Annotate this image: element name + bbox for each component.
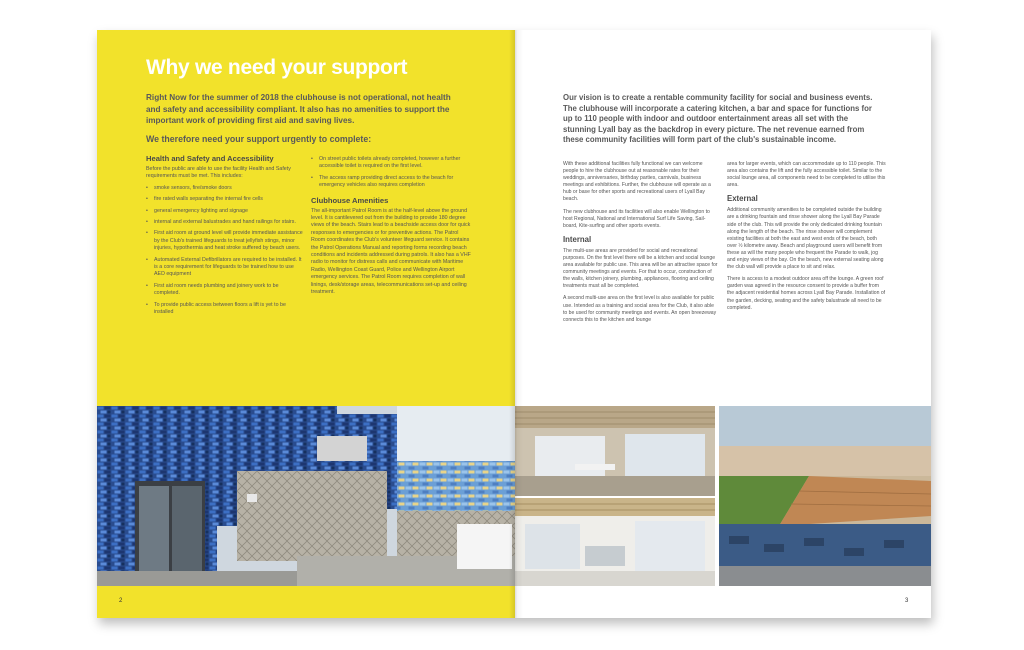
events-paragraph: The new clubhouse and its facilities will also enable Wellington to host Regional, National and International Surf Life Saving, Sail-board, Kite-surfing and other sports events. [563,208,710,229]
external-heading: External [727,194,758,204]
list-item: • fire rated walls separating the internal fire cells [146,196,304,203]
health-intro: Before the public are able to use the facility Health and Safety requirements must be met. This includes: [146,166,291,180]
health-list [146,185,304,317]
list-item: • On street public toilets already completed, however a further accessible toilet is required on the first level. [311,156,471,171]
list-item: • To provide public access between floors a lift is yet to be installed [146,302,304,317]
list-item: • internal and external balustrades and hand railings for stairs. [146,219,304,226]
right-column-a [563,161,719,329]
list-item: • The access ramp providing direct access to the beach for emergency vehicles also requires completion [311,175,471,190]
left-column-a [146,154,304,321]
continued-list [311,156,471,190]
health-heading: Health and Safety and Accessibility [146,154,274,163]
internal-paragraph-1: The multi-use areas are provided for social and recreational purposes. On the first level there will be a kitchen and social lounge area available for public use. This area will be an attractive space for community meetings and events. For that to occur, construction of the walls, kitchen joinery, plumbing, appliances, flooring and ceiling treatments must all be completed. [563,247,718,290]
page-title: Why we need your support [146,56,408,79]
roof-garden-render-photo [719,406,931,586]
list-item: • Automated External Defibrillators are required to be installed. It is a core requirement for lifeguards to be trained how to use AED equipment [146,257,304,279]
page-number-right: 3 [905,598,909,604]
page-number-left: 2 [119,598,123,604]
list-item: • general emergency lighting and signage [146,208,304,215]
amenities-text: The all-important Patrol Room is at the half-level above the ground level. It is cantilevered out from the building to provide 180 degree views of the beach. Stairs lead to a beachside access door for quick responses to emergencies or for preventive actions. The Patrol Room coordinates the Club's volunteer lifeguard service. It contains the Patrol Operations Manual and reporting forms recording beach conditions and incidents addressed during patrols. It also has a VHF radio to monitor for distress calls and communicate with Maritime Radio, Wellington Coast Guard, Police and Wellington Airport emergency services. The Patrol Room requires completion of wall linings, desk/storage areas, telecommunications set-up and ceiling treatment. [311,207,471,296]
clubhouse-exterior-photo [97,406,515,586]
left-column-b [311,156,471,301]
internal-paragraph-2: A second multi-use area on the first level is also available for public use. Intended as a training and social area for the Club, it also able to be used for community meetings and events. An open breezeway connects this to the kitchen and lounge [563,295,717,323]
vision-statement: Our vision is to create a rentable community facility for social and business events. The clubhouse will incorporate a catering kitchen, a bar and space for functions for up to 110 people with indoor and outdoor entertainment areas all set with the stunning Lyall bay as the backdrop in every picture. The net revenue earned from these community facilities will form part of the club's sustainable income. [563,93,873,145]
list-item: • First aid room needs plumbing and joinery work to be completed. [146,283,304,298]
external-paragraph-2: There is access to a modest outdoor area off the lounge. A green roof garden was agreed in the resource consent to provide a buffer from the adjacent residential homes across Lyall Bay Parade. Installation of the garden, decking, seating and the safety balustrade all need to be completed. [727,276,886,311]
list-item: • smoke sensors, fire/smoke doors [146,185,304,192]
right-column-b [727,161,887,317]
lead-paragraph: Right Now for the summer of 2018 the clubhouse is not operational, not health and safety and accessibility compliant. It also has no amenities to support the important work of providing first aid and saving lives. [146,93,451,125]
interior-render-photos [515,406,715,586]
internal-heading: Internal [563,234,592,244]
sub-lead: We therefore need your support urgently to complete: [146,134,372,144]
list-item: • First aid room at ground level will provide immediate assistance by the Club's trained lifeguards to treat jellyfish stings, minor injuries, hypothermia and heat stroke suffered by beach users. [146,230,304,252]
hire-paragraph: With these additional facilities fully functional we can welcome people to hire the clubhouse out at reasonable rates for their weddings, anniversaries, birthday parties, carnivals, business meetings and exhibitions. Further, the clubhouse will operate as a hub or base for other sports and recreational users of Lyall Bay beach. [563,161,711,203]
brochure-spread [97,30,931,618]
amenities-heading: Clubhouse Amenities [311,195,389,205]
lounge-paragraph: area for larger events, which can accommodate up to 110 people. This area also contains the lift and the fully accessible toilet. Similar to the social lounge area, all components need to be completed to utilise this area. [727,161,886,189]
external-paragraph-1: Additional community amenities to be completed outside the building are a drinking fountain and rinse shower along the Lyall Bay Parade side of the club. This will provide the only dedicated drinking fountain along the length of the beach. The rinse shower will complement existing facilities at both the east and west ends of the beach, both over ½ kilometre away. Beach and playground users will benefit from these as will the many people who frequent the Parade to walk, jog and enjoy views of the bay. On the beach, new external seating along the club wall will provide a place to sit and relax. [727,207,884,271]
